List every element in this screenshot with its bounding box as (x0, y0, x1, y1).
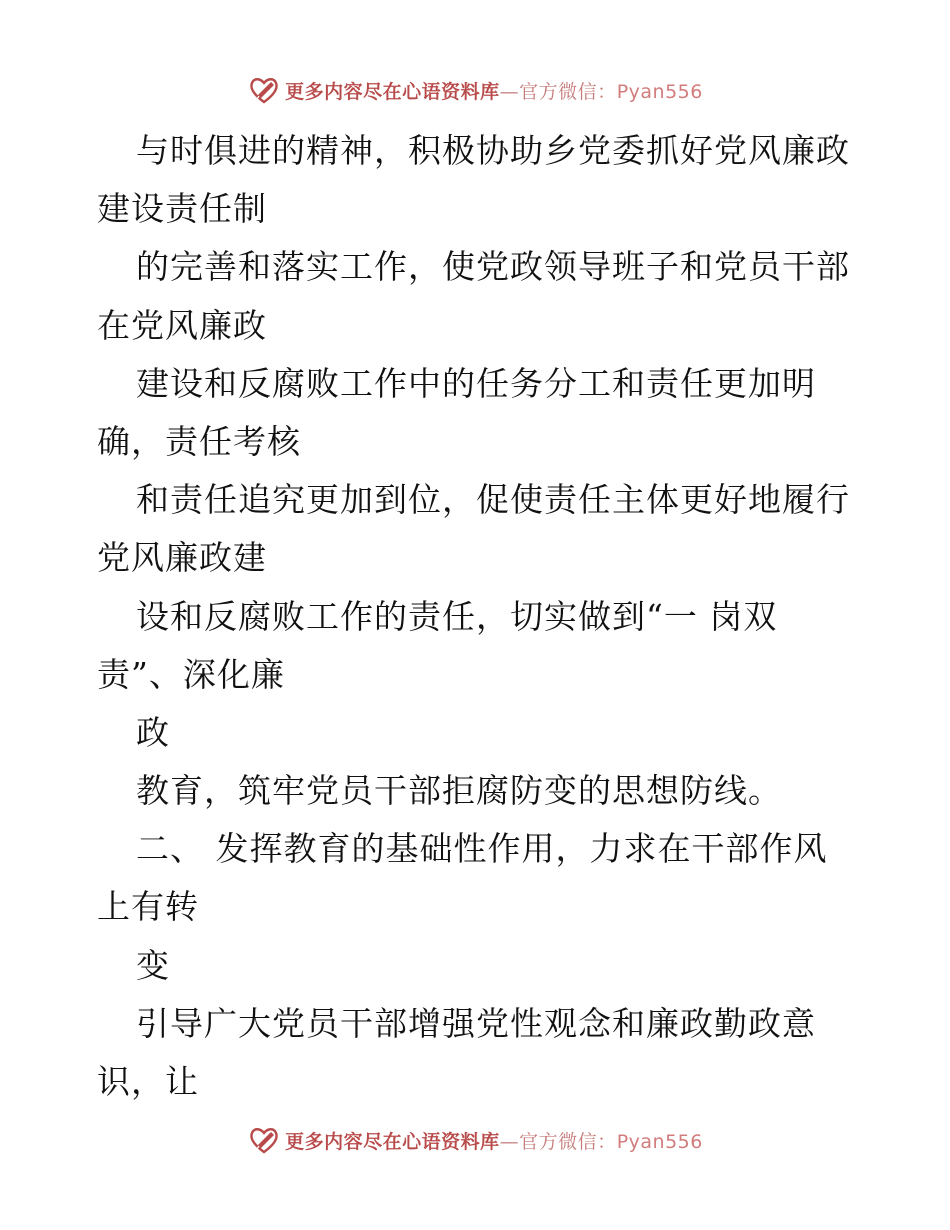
text-line: 在党风廉政 (97, 305, 267, 345)
text-line: 政 (136, 712, 170, 752)
banner-brand: 更多内容尽在心语资料库 (285, 80, 500, 103)
banner-text (285, 1127, 703, 1154)
header-banner (0, 70, 950, 110)
text-line: 和责任追究更加到位，促使责任主体更好地履行 (136, 480, 850, 520)
text-line: 党风廉政建 (97, 538, 267, 578)
banner-wechat-label: 官方微信： (519, 1130, 617, 1153)
banner-brand: 更多内容尽在心语资料库 (285, 1130, 500, 1153)
text-line: 建设和反腐败工作中的任务分工和责任更加明 (136, 363, 816, 403)
footer-banner (0, 1120, 950, 1160)
banner-contact: Pyan556 (616, 80, 703, 103)
text-line: 的完善和落实工作，使党政领导班子和党员干部 (136, 247, 850, 287)
text-line: 教育，筑牢党员干部拒腐防变的思想防线。 (136, 771, 782, 811)
banner-contact: Pyan556 (616, 1130, 703, 1153)
text-line: 识，让 (97, 1062, 199, 1101)
text-line: 变 (136, 945, 170, 985)
heart-pen-icon (247, 73, 281, 107)
heart-pen-icon (247, 1123, 281, 1157)
body-text (97, 122, 877, 1111)
banner-text (285, 77, 703, 104)
banner-wechat-label: 官方微信： (519, 80, 617, 103)
text-line: 责”、深化廉 (97, 654, 285, 694)
text-line: 二、 发挥教育的基础性作用，力求在干部作风 (136, 829, 828, 869)
banner-separator: — (499, 80, 520, 103)
text-line: 上有转 (97, 887, 199, 927)
text-line: 设和反腐败工作的责任，切实做到“一 岗双 (136, 596, 778, 636)
banner-separator: — (499, 1130, 520, 1153)
text-line: 确，责任考核 (97, 421, 301, 461)
text-line: 建设责任制 (97, 189, 267, 229)
text-line: 引导广大党员干部增强党性观念和廉政勤政意 (136, 1003, 816, 1043)
text-line: 与时俱进的精神，积极协助乡党委抓好党风廉政 (136, 131, 850, 170)
